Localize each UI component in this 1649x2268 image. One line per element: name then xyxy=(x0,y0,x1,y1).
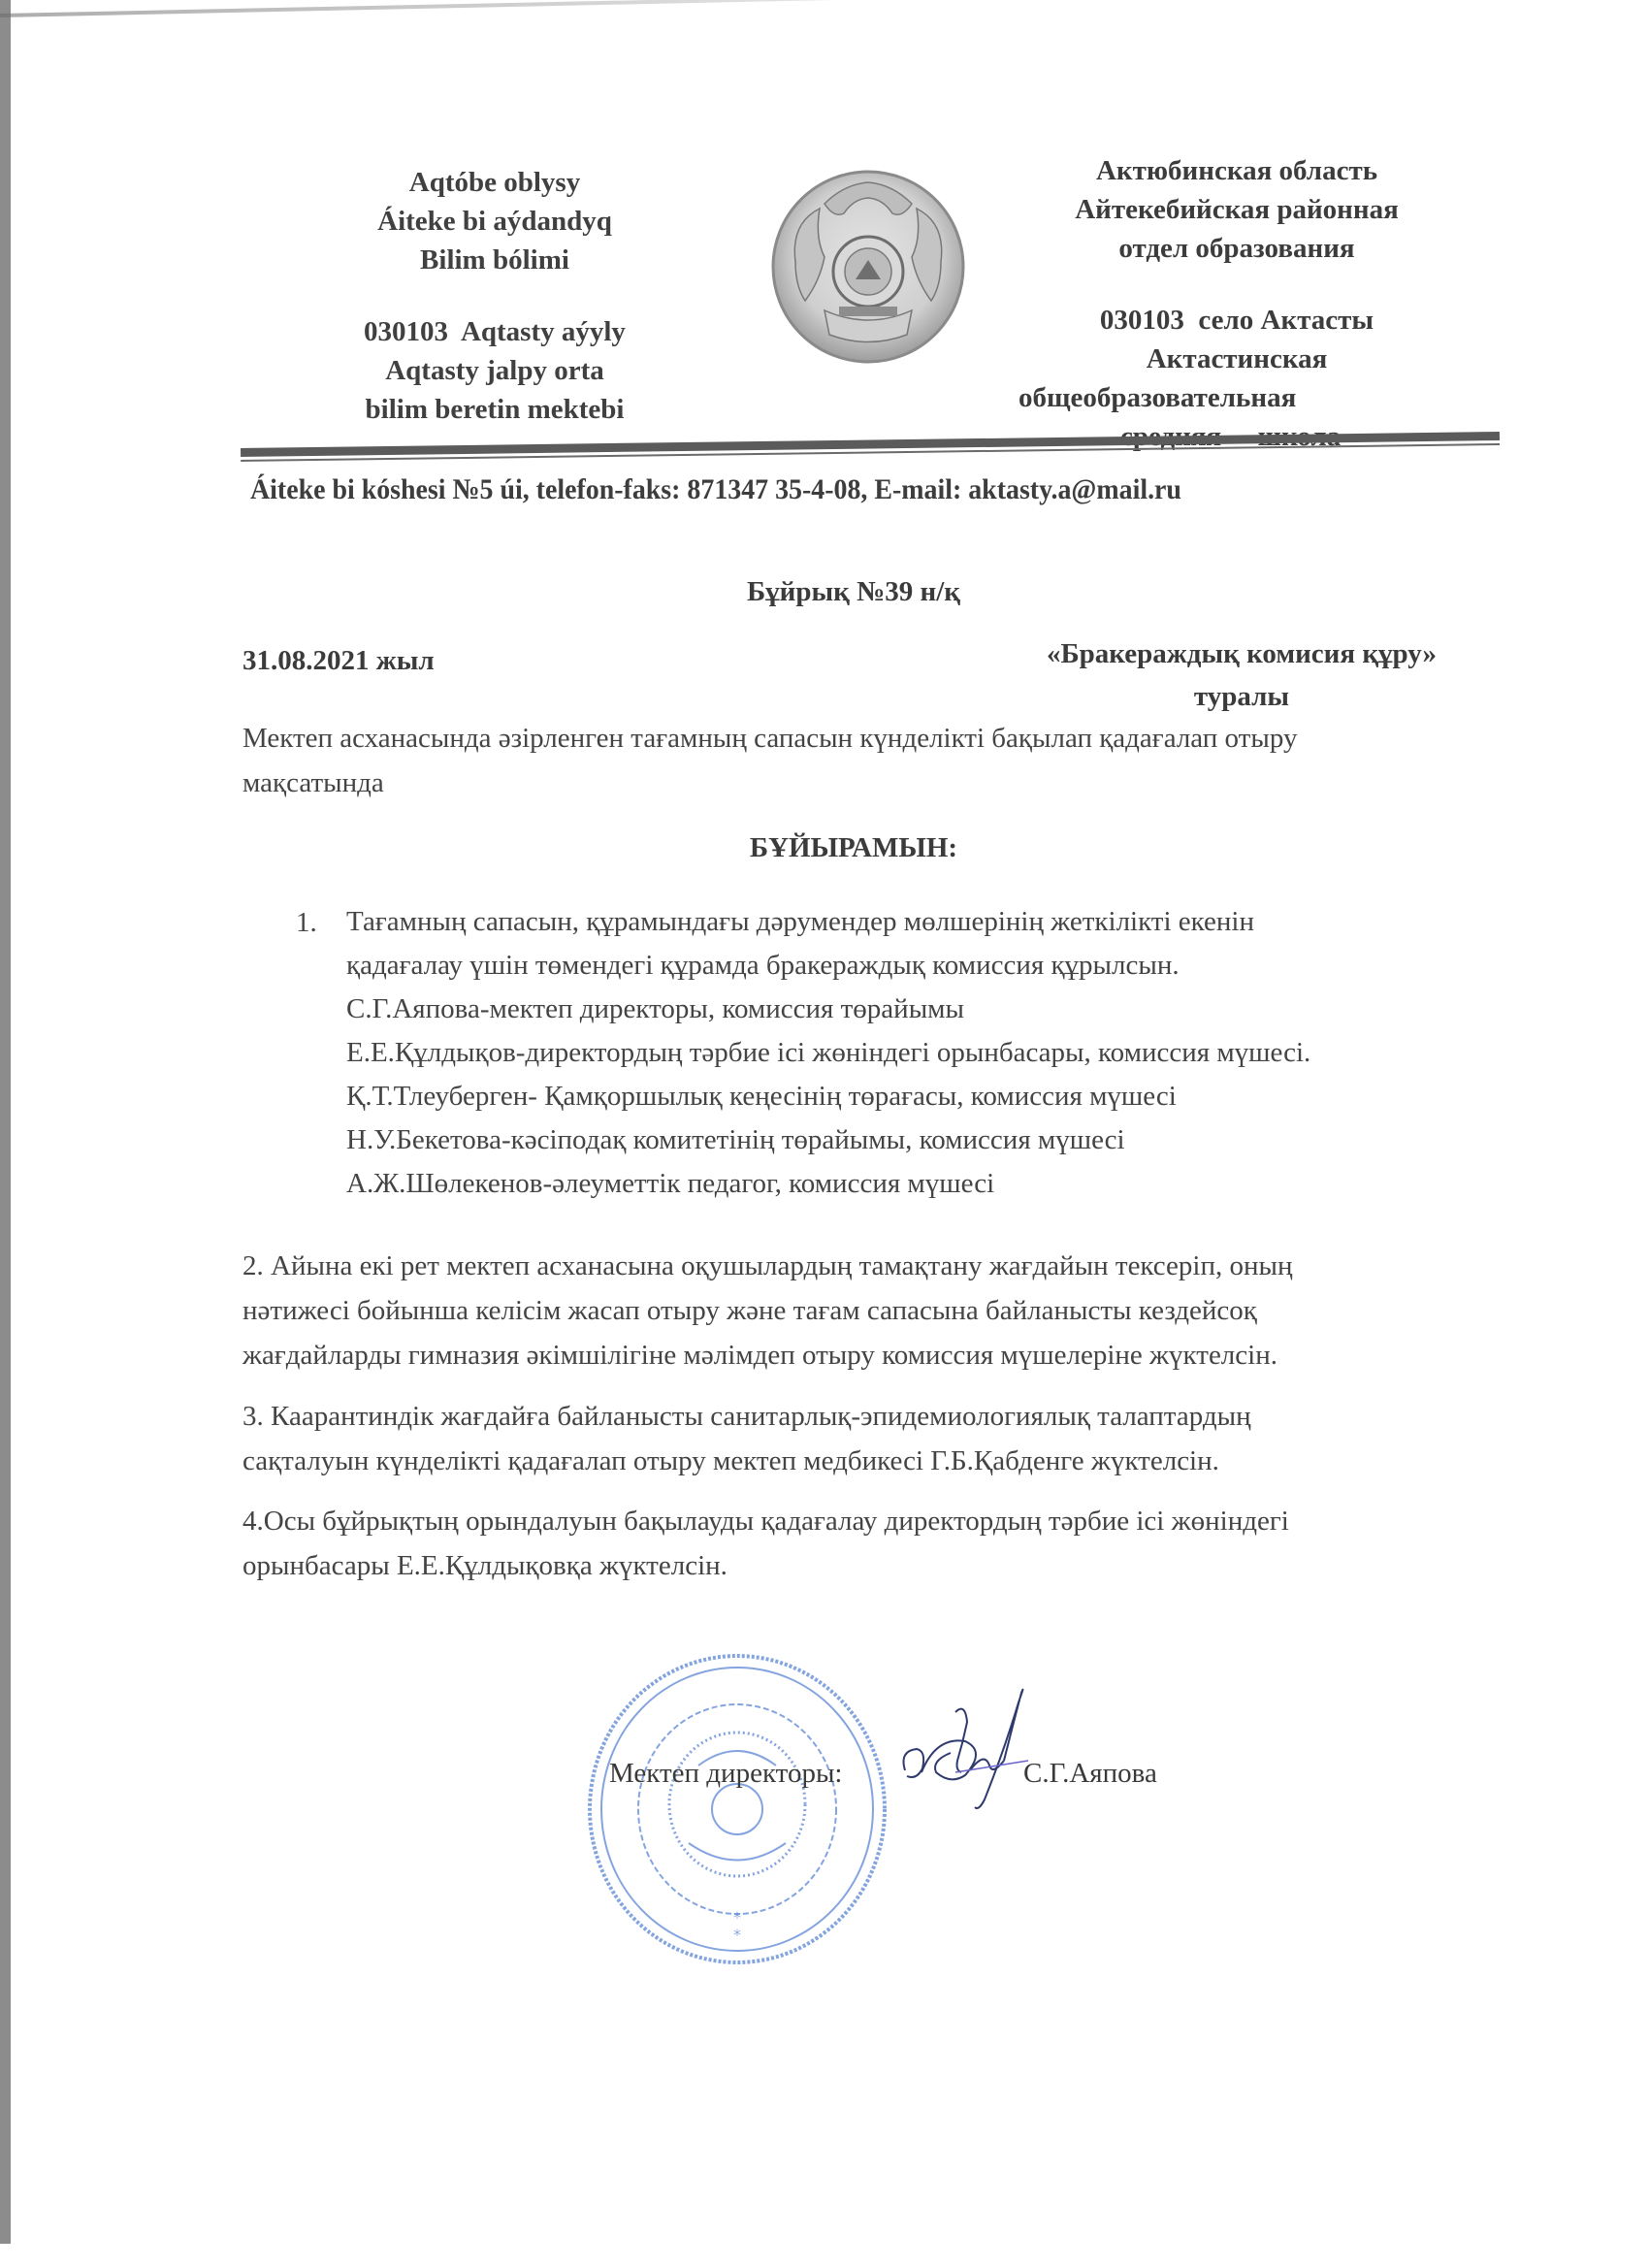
intro-line: мақсатында xyxy=(242,767,384,798)
item-line: 2. Айына екі рет мектеп асханасына оқушылардың тамақтану жағдайын тексеріп, оның xyxy=(242,1250,1293,1281)
order-item-3 xyxy=(242,1394,1251,1483)
state-emblem-icon xyxy=(766,165,970,369)
commission-member: А.Ж.Шөлекенов-әлеуметтік педагог, комиссия мүшесі xyxy=(346,1168,995,1199)
commission-member: Қ.Т.Тлеуберген- Қамқоршылық кеңесінің төрағасы, комиссия мүшесі xyxy=(346,1081,1177,1112)
item-line: жағдайларды гимназия әкімшілігіне мәлімдеп отыру комиссия мүшелеріне жүктелсін. xyxy=(242,1340,1277,1371)
item-line: нәтижесі бойынша келісім жасап отыру және тағам сапасына байланысты кездейсоқ xyxy=(242,1295,1257,1326)
signature-label: Мектеп директоры: xyxy=(609,1758,843,1789)
svg-text:*: * xyxy=(733,1908,741,1927)
org-line: Aqtóbe oblysy xyxy=(408,167,581,198)
school-line: bilim beretin mektebi xyxy=(365,394,625,425)
item-line: Тағамның сапасын, құрамындағы дәрумендер мөлшерінің жеткілікті екенін xyxy=(346,906,1254,937)
topic-line: «Бракераждық комисия құру» xyxy=(1046,638,1438,669)
item-line: 4.Осы бұйрықтың орындалуын бақылауды қадағалау директордың тәрбие ісі жөніндегі xyxy=(242,1506,1289,1537)
intro-line: Мектеп асханасында әзірленген тағамның сапасын күнделікті бақылап қадағалап отыру xyxy=(242,723,1298,754)
header-right-russian xyxy=(1009,151,1465,456)
school-line: Aqtasty jalpy orta xyxy=(385,355,604,386)
commission-member: Н.У.Бекетова-кәсіподақ комитетінің төрайымы, комиссия мүшесі xyxy=(346,1124,1125,1155)
director-signature xyxy=(897,1683,1033,1829)
scan-edge xyxy=(0,0,11,2244)
school-line: общеобразовательная xyxy=(1018,382,1297,413)
order-item-2 xyxy=(242,1244,1293,1377)
svg-text:*: * xyxy=(733,1926,741,1944)
order-date: 31.08.2021 жыл xyxy=(242,645,435,676)
item-line: 3. Каарантиндік жағдайға байланысты санитарлық-эпидемиологиялық талаптардың xyxy=(242,1401,1251,1432)
item-line: орынбасары Е.Е.Құлдықовқа жүктелсін. xyxy=(242,1550,728,1581)
scan-top-edge xyxy=(0,0,1164,17)
director-name: С.Г.Аяпова xyxy=(1023,1758,1157,1789)
org-line: Áiteke bi aýdandyq xyxy=(377,206,612,237)
order-topic xyxy=(999,632,1484,718)
school-seal-stamp xyxy=(582,1649,892,1969)
school-line: 030103 Aqtasty aýyly xyxy=(364,316,626,347)
order-item-4 xyxy=(242,1499,1289,1588)
order-title: Бұйрық №39 н/қ xyxy=(747,576,960,607)
header-left-kazakh xyxy=(291,163,698,429)
command-heading: БҰЙЫРАМЫН: xyxy=(749,832,958,863)
org-line: Айтекебийская районная xyxy=(1075,194,1399,225)
list-number: 1. xyxy=(296,907,317,938)
org-line: отдел образования xyxy=(1118,233,1355,264)
commission-member: С.Г.Аяпова-мектеп директоры, комиссия төрайымы xyxy=(346,993,965,1024)
commission-member: Е.Е.Құлдықов-директордың тәрбие ісі жөніндегі орынбасары, комиссия мүшесі. xyxy=(346,1037,1311,1068)
header-divider xyxy=(241,432,1500,466)
school-line: 030103 село Актасты xyxy=(1099,305,1374,336)
item-line: қадағалау үшін төмендегі құрамда бракераждық комиссия құрылсын. xyxy=(346,950,1180,981)
school-line: Актастинская xyxy=(1146,343,1328,374)
item-line: сақталуын күнделікті қадағалап отыру мектеп медбикесі Г.Б.Қабденге жүктелсін. xyxy=(242,1445,1219,1476)
org-line: Bilim bólimi xyxy=(420,244,569,275)
intro-paragraph xyxy=(242,716,1297,805)
contact-address: Áiteke bi kóshesi №5 úi, telefon-faks: 871347 35-4-08, E-mail: aktasty.a@mail.ru xyxy=(250,473,1181,505)
org-line: Актюбинская область xyxy=(1095,155,1378,186)
topic-line: туралы xyxy=(1193,681,1290,712)
